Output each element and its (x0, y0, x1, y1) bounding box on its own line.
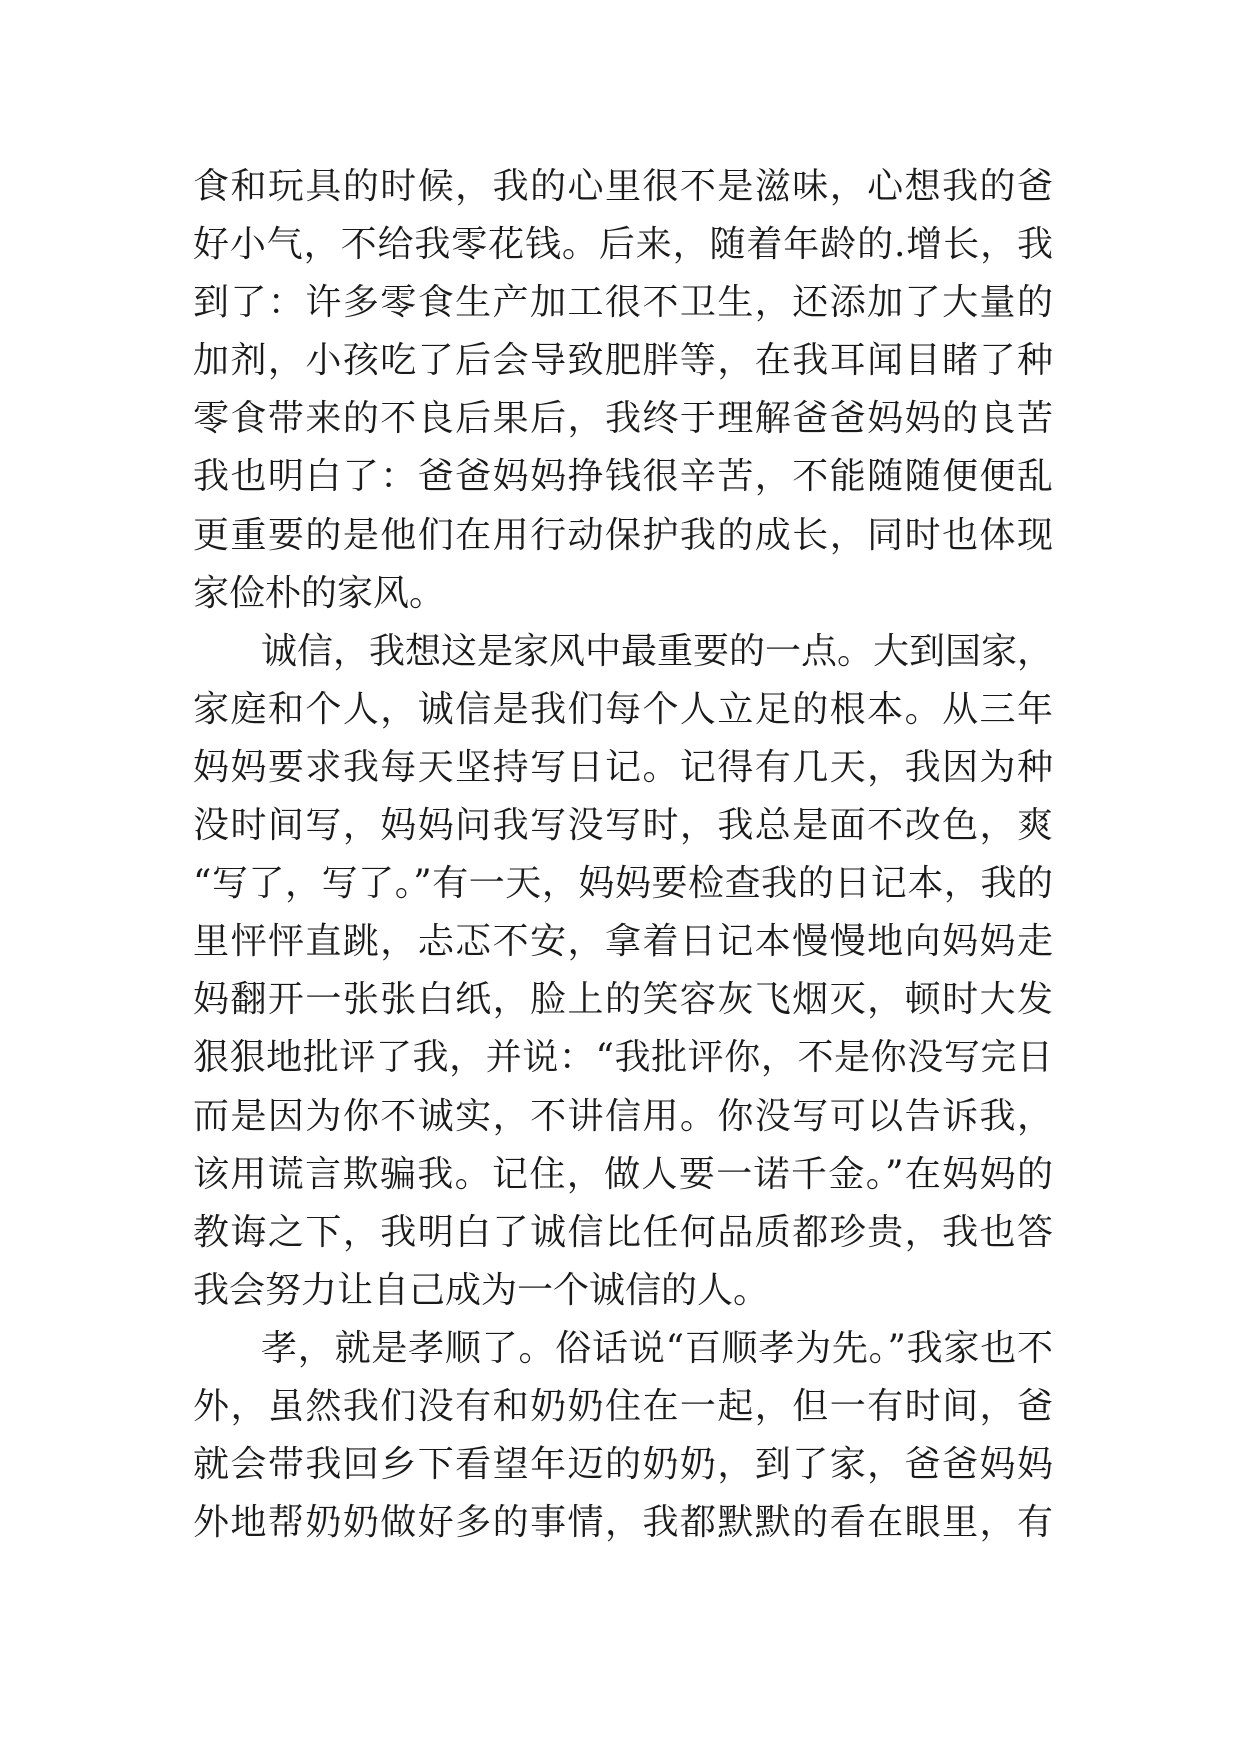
text-line: 加剂，小孩吃了后会导致肥胖等，在我耳闻目睹了种 (193, 340, 1053, 382)
text-line: 诚信，我想这是家风中最重要的一点。大到国家， (261, 630, 1053, 672)
text-line: 该用谎言欺骗我。记住，做人要一诺千金。”在妈妈的 (193, 1153, 1053, 1195)
text-line: 家庭和个人，诚信是我们每个人立足的根本。从三年 (193, 688, 1053, 730)
text-line: 狠狠地批评了我，并说：“我批评你，不是你没写完日 (193, 1037, 1053, 1079)
text-line: 妈妈要求我每天坚持写日记。记得有几天，我因为种 (193, 746, 1053, 788)
text-line: 我也明白了：爸爸妈妈挣钱很辛苦，不能随随便便乱 (193, 456, 1053, 498)
text-line: 外地帮奶奶做好多的事情，我都默默的看在眼里，有 (193, 1502, 1053, 1544)
text-line: 食和玩具的时候，我的心里很不是滋味，心想我的爸 (193, 166, 1053, 207)
text-line: 而是因为你不诚实，不讲信用。你没写可以告诉我， (193, 1095, 1053, 1137)
text-line: 没时间写，妈妈问我写没写时，我总是面不改色，爽 (193, 805, 1053, 847)
text-line: 里怦怦直跳，忐忑不安，拿着日记本慢慢地向妈妈走 (193, 921, 1053, 963)
text-line: 妈翻开一张张白纸，脸上的笑容灰飞烟灭，顿时大发 (193, 979, 1053, 1021)
text-line: 家俭朴的家风。 (193, 572, 446, 614)
text-line: 更重要的是他们在用行动保护我的成长，同时也体现 (193, 514, 1053, 556)
text-line: 就会带我回乡下看望年迈的奶奶，到了家，爸爸妈妈 (193, 1444, 1053, 1486)
text-line: 我会努力让自己成为一个诚信的人。 (193, 1269, 770, 1311)
text-line: 好小气，不给我零花钱。后来，随着年龄的.增长，我 (193, 224, 1053, 266)
text-line: 零食带来的不良后果后，我终于理解爸爸妈妈的良苦 (193, 398, 1053, 440)
text-line: 孝，就是孝顺了。俗话说“百顺孝为先。”我家也不 (261, 1327, 1053, 1369)
text-line: 外，虽然我们没有和奶奶住在一起，但一有时间，爸 (193, 1385, 1053, 1427)
text-line: 到了：许多零食生产加工很不卫生，还添加了大量的 (193, 282, 1053, 324)
text-line: “写了，写了。”有一天，妈妈要检查我的日记本，我的 (193, 863, 1053, 905)
text-line: 教诲之下，我明白了诚信比任何品质都珍贵，我也答 (193, 1211, 1053, 1253)
body-text (193, 158, 1053, 1552)
